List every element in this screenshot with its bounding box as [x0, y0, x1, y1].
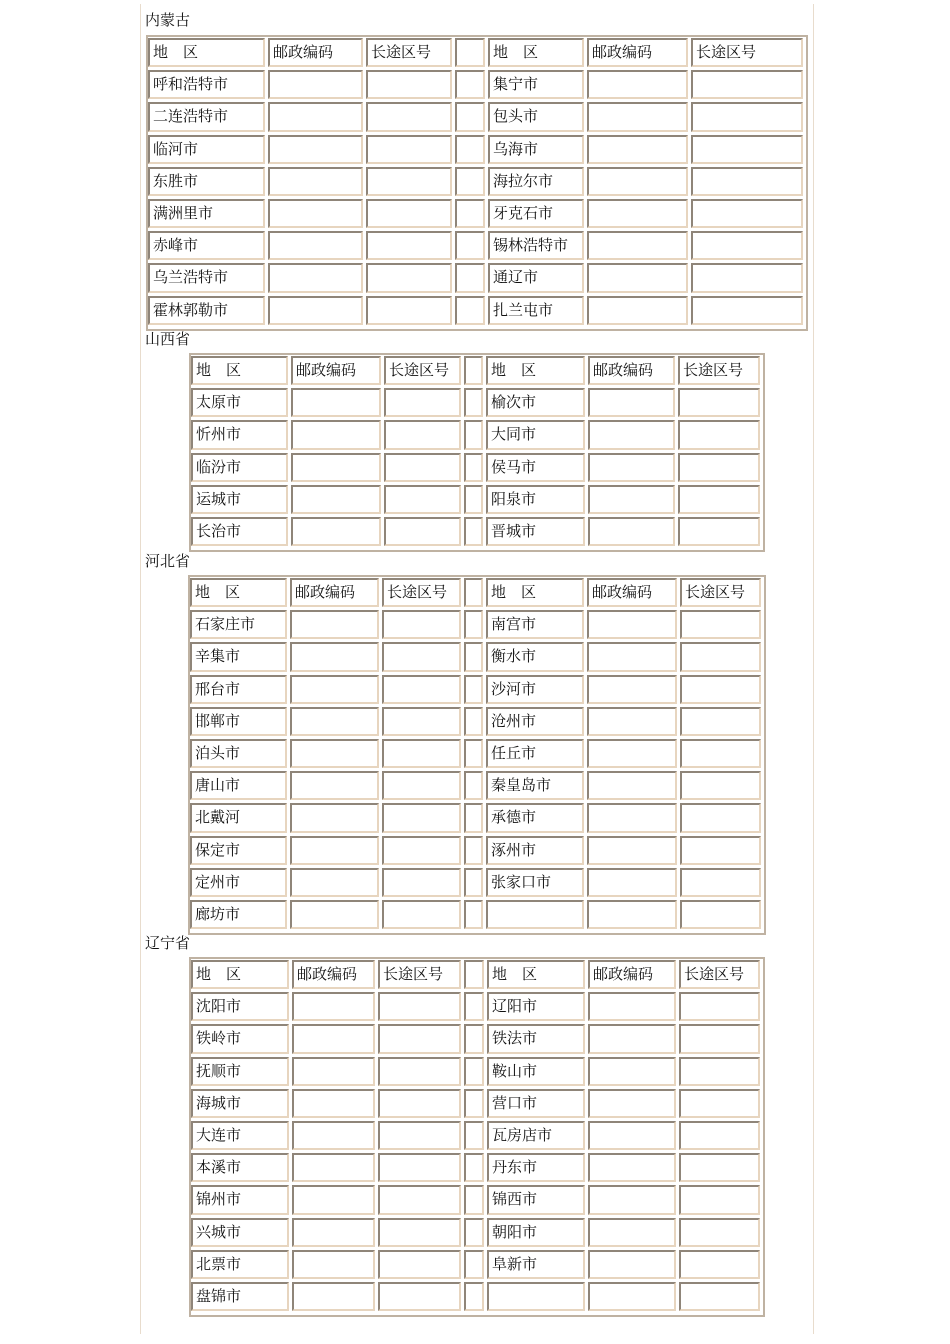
- region-name-cell: 涿州市: [486, 836, 584, 865]
- empty-value-cell: [587, 296, 688, 325]
- empty-value-cell: [587, 739, 677, 768]
- spacer-cell: [455, 135, 485, 164]
- empty-value-cell: [290, 868, 379, 897]
- empty-value-cell: [588, 1089, 676, 1118]
- header-cell: 长途区号: [679, 960, 760, 989]
- region-name-cell: 廊坊市: [190, 900, 287, 929]
- province-table: [189, 957, 765, 1317]
- empty-value-cell: [290, 771, 379, 800]
- empty-value-cell: [691, 102, 803, 131]
- region-name-cell: 霍林郭勒市: [148, 296, 265, 325]
- empty-value-cell: [588, 485, 675, 514]
- province-table: [189, 353, 765, 552]
- spacer-cell: [455, 102, 485, 131]
- region-name-cell: 忻州市: [191, 420, 288, 449]
- spacer-cell: [464, 675, 483, 704]
- spacer-cell: [464, 1185, 484, 1214]
- region-name-cell: 临河市: [148, 135, 265, 164]
- empty-value-cell: [588, 1121, 676, 1150]
- header-cell: 地 区: [190, 578, 287, 607]
- empty-value-cell: [587, 900, 677, 929]
- spacer-cell: [455, 263, 485, 292]
- empty-value-cell: [678, 517, 760, 546]
- empty-value-cell: [290, 642, 379, 671]
- spacer-cell: [464, 960, 484, 989]
- region-name-cell: 乌海市: [488, 135, 584, 164]
- region-name-cell: 铁岭市: [191, 1024, 289, 1053]
- empty-value-cell: [290, 675, 379, 704]
- region-name-cell: 集宁市: [488, 70, 584, 99]
- empty-value-cell: [291, 388, 381, 417]
- region-name-cell: [486, 900, 584, 929]
- empty-value-cell: [292, 1218, 375, 1247]
- empty-value-cell: [587, 836, 677, 865]
- region-name-cell: 盘锦市: [191, 1282, 289, 1311]
- region-name-cell: 南宫市: [486, 610, 584, 639]
- province-title: 内蒙古: [145, 11, 191, 29]
- spacer-cell: [455, 70, 485, 99]
- region-name-cell: 铁法市: [487, 1024, 585, 1053]
- header-cell: 长途区号: [680, 578, 761, 607]
- region-name-cell: 本溪市: [191, 1153, 289, 1182]
- empty-value-cell: [268, 296, 363, 325]
- empty-value-cell: [378, 1024, 461, 1053]
- empty-value-cell: [290, 610, 379, 639]
- empty-value-cell: [680, 771, 761, 800]
- spacer-cell: [464, 388, 483, 417]
- spacer-cell: [464, 356, 483, 385]
- spacer-cell: [464, 1153, 484, 1182]
- empty-value-cell: [268, 70, 363, 99]
- empty-value-cell: [384, 453, 461, 482]
- spacer-cell: [464, 1121, 484, 1150]
- header-cell: 邮政编码: [291, 356, 381, 385]
- empty-value-cell: [587, 803, 677, 832]
- empty-value-cell: [587, 868, 677, 897]
- empty-value-cell: [382, 836, 461, 865]
- empty-value-cell: [290, 739, 379, 768]
- empty-value-cell: [680, 610, 761, 639]
- empty-value-cell: [587, 610, 677, 639]
- spacer-cell: [455, 167, 485, 196]
- header-cell: 长途区号: [691, 38, 803, 67]
- empty-value-cell: [588, 517, 675, 546]
- header-cell: 邮政编码: [587, 38, 688, 67]
- region-name-cell: 张家口市: [486, 868, 584, 897]
- region-name-cell: 辽阳市: [487, 992, 585, 1021]
- empty-value-cell: [290, 900, 379, 929]
- empty-value-cell: [691, 167, 803, 196]
- empty-value-cell: [378, 992, 461, 1021]
- region-name-cell: 兴城市: [191, 1218, 289, 1247]
- empty-value-cell: [680, 739, 761, 768]
- empty-value-cell: [587, 771, 677, 800]
- empty-value-cell: [680, 868, 761, 897]
- empty-value-cell: [291, 485, 381, 514]
- spacer-cell: [464, 1024, 484, 1053]
- empty-value-cell: [290, 707, 379, 736]
- spacer-cell: [464, 868, 483, 897]
- empty-value-cell: [366, 102, 452, 131]
- header-cell: 邮政编码: [588, 960, 676, 989]
- empty-value-cell: [587, 642, 677, 671]
- empty-value-cell: [587, 675, 677, 704]
- empty-value-cell: [292, 1024, 375, 1053]
- spacer-cell: [464, 836, 483, 865]
- region-name-cell: 长治市: [191, 517, 288, 546]
- empty-value-cell: [588, 1250, 676, 1279]
- region-name-cell: 北戴河: [190, 803, 287, 832]
- empty-value-cell: [291, 453, 381, 482]
- region-name-cell: 瓦房店市: [487, 1121, 585, 1150]
- header-cell: 长途区号: [378, 960, 461, 989]
- region-name-cell: 锡林浩特市: [488, 231, 584, 260]
- empty-value-cell: [588, 1057, 676, 1086]
- province-title: 辽宁省: [145, 934, 191, 952]
- empty-value-cell: [291, 420, 381, 449]
- empty-value-cell: [378, 1185, 461, 1214]
- empty-value-cell: [587, 135, 688, 164]
- region-name-cell: 侯马市: [486, 453, 585, 482]
- region-name-cell: 太原市: [191, 388, 288, 417]
- region-name-cell: 泊头市: [190, 739, 287, 768]
- empty-value-cell: [587, 263, 688, 292]
- spacer-cell: [464, 1089, 484, 1118]
- region-name-cell: 锦州市: [191, 1185, 289, 1214]
- empty-value-cell: [292, 1089, 375, 1118]
- empty-value-cell: [678, 420, 760, 449]
- empty-value-cell: [366, 296, 452, 325]
- empty-value-cell: [366, 263, 452, 292]
- region-name-cell: 邯郸市: [190, 707, 287, 736]
- region-name-cell: 沈阳市: [191, 992, 289, 1021]
- region-name-cell: 海城市: [191, 1089, 289, 1118]
- empty-value-cell: [691, 263, 803, 292]
- empty-value-cell: [292, 1057, 375, 1086]
- empty-value-cell: [291, 517, 381, 546]
- empty-value-cell: [587, 167, 688, 196]
- empty-value-cell: [691, 199, 803, 228]
- province-table: [146, 35, 808, 331]
- empty-value-cell: [588, 1185, 676, 1214]
- empty-value-cell: [268, 231, 363, 260]
- empty-value-cell: [268, 167, 363, 196]
- spacer-cell: [464, 642, 483, 671]
- empty-value-cell: [268, 135, 363, 164]
- empty-value-cell: [384, 420, 461, 449]
- region-name-cell: 辛集市: [190, 642, 287, 671]
- empty-value-cell: [382, 803, 461, 832]
- empty-value-cell: [378, 1057, 461, 1086]
- empty-value-cell: [679, 1057, 760, 1086]
- region-name-cell: 锦西市: [487, 1185, 585, 1214]
- region-name-cell: 阜新市: [487, 1250, 585, 1279]
- region-name-cell: 衡水市: [486, 642, 584, 671]
- empty-value-cell: [382, 610, 461, 639]
- empty-value-cell: [366, 70, 452, 99]
- empty-value-cell: [587, 231, 688, 260]
- region-name-cell: 抚顺市: [191, 1057, 289, 1086]
- header-cell: 长途区号: [678, 356, 760, 385]
- region-name-cell: 营口市: [487, 1089, 585, 1118]
- header-cell: 长途区号: [384, 356, 461, 385]
- empty-value-cell: [382, 739, 461, 768]
- empty-value-cell: [378, 1121, 461, 1150]
- header-cell: 邮政编码: [292, 960, 375, 989]
- spacer-cell: [464, 578, 483, 607]
- empty-value-cell: [366, 231, 452, 260]
- header-cell: 邮政编码: [588, 356, 675, 385]
- empty-value-cell: [378, 1250, 461, 1279]
- empty-value-cell: [587, 199, 688, 228]
- region-name-cell: 临汾市: [191, 453, 288, 482]
- region-name-cell: 定州市: [190, 868, 287, 897]
- empty-value-cell: [691, 231, 803, 260]
- empty-value-cell: [382, 707, 461, 736]
- empty-value-cell: [679, 1282, 760, 1311]
- empty-value-cell: [292, 1153, 375, 1182]
- region-name-cell: 赤峰市: [148, 231, 265, 260]
- spacer-cell: [455, 38, 485, 67]
- empty-value-cell: [268, 199, 363, 228]
- empty-value-cell: [588, 1218, 676, 1247]
- province-title: 河北省: [145, 552, 191, 570]
- empty-value-cell: [588, 420, 675, 449]
- empty-value-cell: [678, 485, 760, 514]
- empty-value-cell: [588, 388, 675, 417]
- empty-value-cell: [366, 167, 452, 196]
- spacer-cell: [464, 707, 483, 736]
- empty-value-cell: [384, 388, 461, 417]
- empty-value-cell: [691, 70, 803, 99]
- empty-value-cell: [588, 992, 676, 1021]
- region-name-cell: 牙克石市: [488, 199, 584, 228]
- empty-value-cell: [382, 642, 461, 671]
- empty-value-cell: [680, 707, 761, 736]
- empty-value-cell: [366, 199, 452, 228]
- region-name-cell: 朝阳市: [487, 1218, 585, 1247]
- spacer-cell: [464, 517, 483, 546]
- region-name-cell: 石家庄市: [190, 610, 287, 639]
- province-table: [188, 575, 766, 935]
- empty-value-cell: [384, 485, 461, 514]
- empty-value-cell: [378, 1218, 461, 1247]
- header-cell: 地 区: [191, 356, 288, 385]
- region-name-cell: 满洲里市: [148, 199, 265, 228]
- header-cell: 地 区: [487, 960, 585, 989]
- spacer-cell: [464, 485, 483, 514]
- empty-value-cell: [378, 1282, 461, 1311]
- empty-value-cell: [587, 707, 677, 736]
- empty-value-cell: [680, 675, 761, 704]
- spacer-cell: [464, 1218, 484, 1247]
- region-name-cell: 沧州市: [486, 707, 584, 736]
- header-cell: 地 区: [488, 38, 584, 67]
- region-name-cell: 保定市: [190, 836, 287, 865]
- region-name-cell: 二连浩特市: [148, 102, 265, 131]
- region-name-cell: 扎兰屯市: [488, 296, 584, 325]
- empty-value-cell: [384, 517, 461, 546]
- region-name-cell: 北票市: [191, 1250, 289, 1279]
- region-name-cell: 东胜市: [148, 167, 265, 196]
- empty-value-cell: [691, 135, 803, 164]
- empty-value-cell: [678, 388, 760, 417]
- spacer-cell: [464, 420, 483, 449]
- empty-value-cell: [382, 771, 461, 800]
- empty-value-cell: [587, 70, 688, 99]
- empty-value-cell: [588, 453, 675, 482]
- spacer-cell: [464, 1250, 484, 1279]
- empty-value-cell: [678, 453, 760, 482]
- empty-value-cell: [382, 900, 461, 929]
- region-name-cell: 乌兰浩特市: [148, 263, 265, 292]
- region-name-cell: 晋城市: [486, 517, 585, 546]
- empty-value-cell: [679, 1185, 760, 1214]
- province-title: 山西省: [145, 330, 191, 348]
- empty-value-cell: [588, 1024, 676, 1053]
- region-name-cell: 包头市: [488, 102, 584, 131]
- empty-value-cell: [268, 102, 363, 131]
- region-name-cell: 通辽市: [488, 263, 584, 292]
- header-cell: 地 区: [486, 356, 585, 385]
- header-cell: 地 区: [148, 38, 265, 67]
- empty-value-cell: [366, 135, 452, 164]
- spacer-cell: [464, 771, 483, 800]
- empty-value-cell: [382, 868, 461, 897]
- empty-value-cell: [679, 1121, 760, 1150]
- region-name-cell: 榆次市: [486, 388, 585, 417]
- empty-value-cell: [292, 1282, 375, 1311]
- empty-value-cell: [292, 992, 375, 1021]
- empty-value-cell: [290, 836, 379, 865]
- region-name-cell: 大连市: [191, 1121, 289, 1150]
- region-name-cell: 阳泉市: [486, 485, 585, 514]
- region-name-cell: 大同市: [486, 420, 585, 449]
- empty-value-cell: [290, 803, 379, 832]
- spacer-cell: [464, 1282, 484, 1311]
- empty-value-cell: [679, 992, 760, 1021]
- region-name-cell: 承德市: [486, 803, 584, 832]
- empty-value-cell: [680, 900, 761, 929]
- empty-value-cell: [588, 1153, 676, 1182]
- spacer-cell: [464, 803, 483, 832]
- empty-value-cell: [587, 102, 688, 131]
- empty-value-cell: [378, 1153, 461, 1182]
- header-cell: 邮政编码: [587, 578, 677, 607]
- spacer-cell: [455, 296, 485, 325]
- region-name-cell: 丹东市: [487, 1153, 585, 1182]
- region-name-cell: 呼和浩特市: [148, 70, 265, 99]
- spacer-cell: [464, 610, 483, 639]
- empty-value-cell: [292, 1185, 375, 1214]
- spacer-cell: [455, 231, 485, 260]
- region-name-cell: 鞍山市: [487, 1057, 585, 1086]
- empty-value-cell: [679, 1024, 760, 1053]
- empty-value-cell: [588, 1282, 676, 1311]
- header-cell: 长途区号: [366, 38, 452, 67]
- spacer-cell: [464, 992, 484, 1021]
- empty-value-cell: [292, 1250, 375, 1279]
- spacer-cell: [455, 199, 485, 228]
- region-name-cell: 邢台市: [190, 675, 287, 704]
- region-name-cell: 海拉尔市: [488, 167, 584, 196]
- header-cell: 邮政编码: [268, 38, 363, 67]
- spacer-cell: [464, 739, 483, 768]
- region-name-cell: 秦皇岛市: [486, 771, 584, 800]
- empty-value-cell: [680, 803, 761, 832]
- empty-value-cell: [679, 1250, 760, 1279]
- empty-value-cell: [378, 1089, 461, 1118]
- header-cell: 邮政编码: [290, 578, 379, 607]
- empty-value-cell: [382, 675, 461, 704]
- header-cell: 地 区: [486, 578, 584, 607]
- empty-value-cell: [679, 1153, 760, 1182]
- region-name-cell: 唐山市: [190, 771, 287, 800]
- region-name-cell: 任丘市: [486, 739, 584, 768]
- header-cell: 长途区号: [382, 578, 461, 607]
- empty-value-cell: [679, 1218, 760, 1247]
- region-name-cell: 沙河市: [486, 675, 584, 704]
- region-name-cell: [487, 1282, 585, 1311]
- region-name-cell: 运城市: [191, 485, 288, 514]
- empty-value-cell: [680, 642, 761, 671]
- spacer-cell: [464, 453, 483, 482]
- spacer-cell: [464, 1057, 484, 1086]
- empty-value-cell: [680, 836, 761, 865]
- empty-value-cell: [691, 296, 803, 325]
- header-cell: 地 区: [191, 960, 289, 989]
- empty-value-cell: [292, 1121, 375, 1150]
- empty-value-cell: [679, 1089, 760, 1118]
- empty-value-cell: [268, 263, 363, 292]
- spacer-cell: [464, 900, 483, 929]
